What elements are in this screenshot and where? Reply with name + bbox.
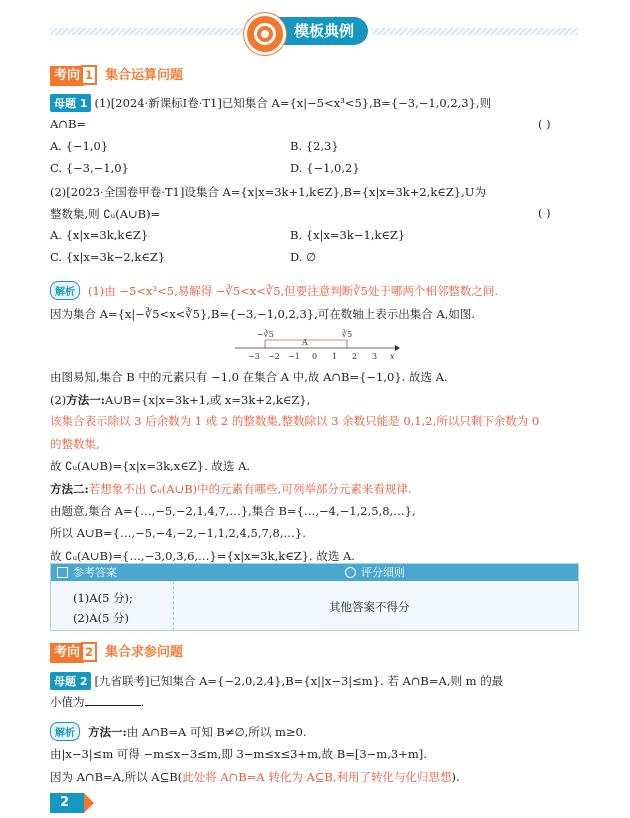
- nl-tick-m1: −1: [288, 352, 300, 361]
- method-text: 由 A∩B=A 可知 B≠∅,所以 m≥0.: [126, 725, 307, 739]
- scoring-rule: 其他答案不得分: [329, 600, 410, 614]
- header-stripe-right: [372, 28, 578, 35]
- rules-icon: [345, 567, 356, 578]
- number-line-figure: [230, 328, 405, 362]
- page-title: 模板典例: [262, 17, 368, 45]
- answer-2: (2)A(5 分): [73, 611, 130, 625]
- nl-label-a: A: [302, 338, 308, 347]
- page-number: 2: [50, 793, 84, 813]
- section-number: 1: [81, 65, 97, 85]
- solution2-line1: [50, 722, 306, 741]
- method-hint-2: 若想象不出 ∁ᵤ(A∪B)中的元素有哪些,可列举部分元素来看规律.: [88, 482, 412, 496]
- question-1-line2: A∩B=: [50, 117, 87, 131]
- answer-header-label: 参考答案: [73, 566, 117, 579]
- answer-table-divider: [173, 581, 174, 630]
- target-icon: [244, 13, 286, 55]
- option-c-2: C. {x|x=3k−2,k∈Z}: [50, 250, 166, 264]
- answer-icon: [57, 567, 68, 578]
- solution-hint: 此处将 A∩B=A 转化为 A⊆B,利用了转化与化归思想: [182, 770, 452, 784]
- answer-table: [50, 563, 579, 631]
- option-b-2: B. {x|x=3k−1,k∈Z}: [290, 228, 406, 242]
- solution-badge: 解析: [50, 722, 80, 741]
- option-a-2: A. {x|x=3k,k∈Z}: [50, 228, 149, 242]
- question-badge: 母题 2: [50, 672, 91, 690]
- solution-badge: 解析: [50, 281, 80, 300]
- answer-blank: [85, 695, 141, 706]
- option-a: A. {−1,0}: [50, 139, 109, 153]
- question-end: .: [140, 695, 145, 709]
- question-text: [九省联考]已知集合 A={−2,0,2,4},B={x||x−3|≤m}. 若 A∩B=A,则 m 的最: [94, 674, 504, 688]
- section-heading-2: [50, 641, 183, 663]
- rules-header-label: 评分细则: [361, 566, 405, 579]
- nl-tick-m2: −2: [268, 352, 280, 361]
- section-tag: 考向: [50, 66, 84, 86]
- question-1-part2-line2: 整数集,则 ∁ᵤ(A∪B)=: [50, 207, 161, 221]
- option-c: C. {−3,−1,0}: [50, 161, 129, 175]
- solution-line10: 所以 A∪B={…,−5,−4,−2,−1,1,2,4,5,7,8,…}.: [50, 526, 306, 540]
- answer-1: (1)A(5 分);: [73, 591, 133, 605]
- section-tag: 考向: [50, 643, 84, 663]
- section-title: 集合运算问题: [105, 68, 184, 83]
- solution-hint: (1)由 −5<x³<5,易解得 −∛5<x<∛5,但要注意判断∛5处于哪两个相邻整数之间.: [88, 284, 499, 298]
- question-badge: 母题 1: [50, 94, 91, 112]
- nl-label-left: −∛5: [257, 330, 274, 339]
- question-1-part2-line1: (2)[2023·全国卷甲卷·T1]设集合 A={x|x=3k+1,k∈Z},B={x|x=3k+2,k∈Z},U为: [50, 185, 486, 199]
- section-heading-1: [50, 64, 183, 86]
- nl-axis-label: x: [390, 352, 395, 361]
- method-label: 方法一:: [88, 725, 127, 739]
- method-label-2: 方法二:: [50, 482, 89, 496]
- solution-line5: 该集合表示除以 3 后余数为 1 或 2 的整数集,整数除以 3 余数只能是 0,1,2,所以只剩下余数为 0: [50, 414, 540, 428]
- answer-table-header: [51, 564, 578, 581]
- solution-line1: [50, 281, 498, 300]
- solution-line6: 的整数集,: [50, 437, 100, 451]
- nl-tick-0: 0: [312, 352, 318, 361]
- header-stripe-left: [50, 28, 248, 35]
- nl-tick-3: 3: [372, 352, 378, 361]
- question-2-line2: [50, 694, 144, 710]
- solution-line2: 因为集合 A={x|−∛5<x<∛5},B={−3,−1,0,2,3},可在数轴上表示出集合 A,如图.: [50, 307, 476, 321]
- nl-tick-2: 2: [352, 352, 358, 361]
- section-number: 2: [81, 642, 97, 662]
- solution2-line2: 由|x−3|≤m 可得 −m≤x−3≤m,即 3−m≤x≤3+m,故 B=[3−m,3+m].: [50, 747, 427, 761]
- question-text-2: 小值为: [50, 695, 85, 709]
- part-label: (2): [50, 393, 67, 407]
- solution2-line3: [50, 769, 460, 785]
- method-text: A∪B={x|x=3k+1,或 x=3k+2,k∈Z},: [105, 393, 311, 407]
- section-title: 集合求参问题: [105, 645, 184, 660]
- solution-line7: 故 ∁ᵤ(A∪B)={x|x=3k,x∈Z}. 故选 A.: [50, 459, 251, 473]
- nl-label-right: ∛5: [342, 330, 353, 339]
- solution-line4: [50, 392, 310, 408]
- solution-text-end: ).: [451, 770, 460, 784]
- method-label: 方法一:: [66, 393, 106, 407]
- question-2-line1: [50, 672, 503, 690]
- nl-tick-1: 1: [332, 352, 338, 361]
- option-d: D. {−1,0,2}: [290, 161, 360, 175]
- option-b: B. {2,3}: [290, 139, 339, 153]
- solution-line3: 由图易知,集合 B 中的元素只有 −1,0 在集合 A 中,故 A∩B={−1,0}. 故选 A.: [50, 370, 448, 384]
- nl-tick-m3: −3: [248, 352, 260, 361]
- solution-line11: 故 ∁ᵤ(A∪B)={…,−3,0,3,6,…}={x|x=3k,k∈Z}. 故选 A.: [50, 549, 355, 563]
- question-text: (1)[2024·新课标Ⅰ卷·T1]已知集合 A={x|−5<x³<5},B={−3,−1,0,2,3},则: [94, 96, 492, 110]
- answer-paren-2: ( ): [538, 206, 551, 220]
- solution-text: 因为 A∩B=A,所以 A⊆B(: [50, 770, 183, 784]
- solution-line8: [50, 481, 411, 497]
- option-d-2: D. ∅: [290, 250, 317, 264]
- answer-paren: ( ): [538, 117, 551, 131]
- solution-line9: 由题意,集合 A={…,−5,−2,1,4,7,…},集合 B={…,−4,−1,2,5,8,…},: [50, 504, 416, 518]
- question-1-line1: [50, 94, 491, 112]
